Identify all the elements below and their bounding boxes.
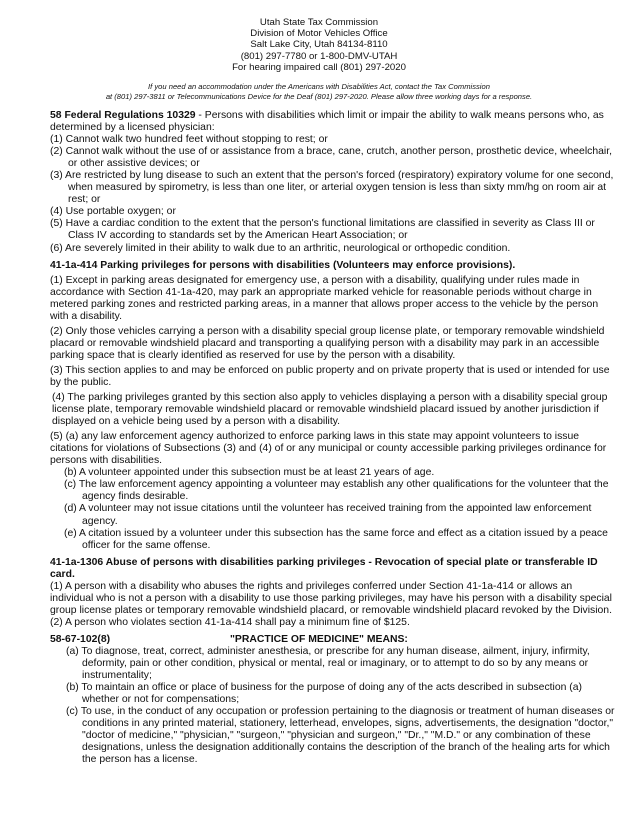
list-item: (6) Are severely limited in their ability to walk due to an arthritic, neurological or orthopedic condition. — [50, 242, 511, 254]
header-line: Salt Lake City, Utah 84134-8110 — [250, 39, 388, 51]
paragraph: (2) A person who violates section 41-1a-414 shall pay a minimum fine of $125. — [50, 616, 410, 628]
paragraph: (1) A person with a disability who abuses the rights and privileges conferred under Section 41-1a-414 or allows an individual who is not a person with a disability to use those parking privileges, may have his person with a disability special group license plates or temporary removable windshield placard, or removable windshield placard revoked by the Division. — [50, 580, 612, 616]
list-item: (1) Cannot walk two hundred feet without stopping to rest; or — [50, 134, 328, 146]
federal-regulations-section — [50, 110, 618, 255]
federal-heading: 58 Federal Regulations 10329 — [50, 110, 196, 121]
document-body — [50, 110, 618, 766]
section-heading: 41-1a-1306 Abuse of persons with disabilities parking privileges - Revocation of special plate or transferable ID card. — [50, 556, 598, 580]
list-item: (a) To diagnose, treat, correct, administer anesthesia, or prescribe for any human disease, ailment, injury, infirmity, deformity, pain or other condition, physical or mental, real or imaginary, or to attempt to do so by any means or instrumentality; — [66, 645, 590, 682]
header-line: For hearing impaired call (801) 297-2020 — [232, 61, 406, 73]
section-41-1a-1306 — [50, 557, 618, 629]
list-item: (d) A volunteer may not issue citations until the volunteer has received training from the appointed law enforcement agency. — [64, 503, 592, 527]
list-item: (e) A citation issued by a volunteer under this subsection has the same force and effect as a citation issued by a peace officer for the same offense. — [64, 527, 608, 551]
paragraph: (1) Except in parking areas designated for emergency use, a person with a disability, qualifying under rules made in accordance with Section 41-1a-420, may park an appropriate marked vehicle for reasonable periods without charge in metered parking zones and restricted parking areas, in a manner that allows proper access to the vehicle by the person with a disability. — [50, 274, 599, 322]
section-heading-row — [50, 634, 618, 646]
list-item: (3) Are restricted by lung disease to such an extent that the person's forced (respiratory) expiratory volume for one second, when measured by spirometry, is less than one liter, or arterial oxygen tension is less than sixty mm/hg on room air at rest; or — [50, 170, 614, 206]
list-item: (c) The law enforcement agency appointing a volunteer may establish any other qualifications for the volunteer that the agency finds desirable. — [64, 479, 609, 503]
section-58-67-102 — [50, 634, 618, 767]
paragraph: (5) (a) any law enforcement agency authorized to enforce parking laws in this state may appoint volunteers to issue citations for violations of Subsections (3) and (4) of or any municipal or county accessible parking privileges ordinance for persons with disabilities. — [50, 431, 607, 467]
paragraph: (4) The parking privileges granted by this section also apply to vehicles displaying a person with a disability special group license plate, temporary removable windshield placard or removable windshield placard issued by another jurisdiction if displayed on a vehicle being used by a person with a disability. — [52, 392, 608, 428]
federal-intro: - Persons with disabilities which limit or impair the ability to walk means persons who, as determined by a licensed physician: — [50, 110, 604, 134]
section-code: 58-67-102(8) — [50, 633, 111, 645]
federal-intro-paragraph — [50, 110, 618, 134]
list-item: (2) Cannot walk without the use of or assistance from a brace, cane, crutch, another person, prosthetic device, wheelchair, or other assistive devices; or — [50, 146, 612, 170]
list-item: (b) To maintain an office or place of business for the purpose of doing any of the acts described in subsection (a) whether or not for compensations; — [66, 682, 582, 706]
list-item: (5) Have a cardiac condition to the extent that the person's functional limitations are classified in severity as Class III or Class IV according to standards set by the American Heart Association; or — [50, 218, 595, 242]
section-heading: 41-1a-414 Parking privileges for persons with disabilities (Volunteers may enforce provisions). — [50, 259, 516, 271]
header-line: Division of Motor Vehicles Office — [250, 28, 388, 40]
paragraph: (3) This section applies to and may be enforced on public property and on private property that is used or intended for use by the public. — [50, 364, 610, 388]
list-item: (4) Use portable oxygen; or — [50, 206, 176, 218]
accommodation-line: at (801) 297-3811 or Telecommunications Device for the Deaf (801) 297-2020. Please allow three working days for a response. — [105, 92, 533, 102]
accommodation-line: If you need an accommodation under the Americans with Disabilities Act, contact the Tax Commission — [148, 82, 490, 91]
header-line: (801) 297-7780 or 1-800-DMV-UTAH — [240, 50, 398, 62]
header-line: Utah State Tax Commission — [259, 17, 379, 28]
agency-header — [0, 17, 638, 73]
list-item: (b) A volunteer appointed under this subsection must be at least 21 years of age. — [64, 467, 435, 479]
section-41-1a-414 — [50, 260, 618, 552]
paragraph: (2) Only those vehicles carrying a person with a disability special group license plate, or temporary removable windshield placard or removable windshield placard and transporting a qualifying person with a disability may park in an accessible parking space that is clearly identified as reserved for use by the person with a disability. — [50, 325, 605, 361]
list-item: (c) To use, in the conduct of any occupation or profession pertaining to the diagnosis or treatment of human diseases or conditions in any printed material, stationery, letterhead, envelopes, signs, advertisements, the designation "doctor," "doctor of medicine," "physician," "surgeon," "physician and surgeon," "Dr.," "M.D." or any combination of these designations, unless the designation additionally contains the description of the branch of the healing arts for which the person has a license. — [66, 706, 615, 766]
section-title: "PRACTICE OF MEDICINE" MEANS: — [230, 633, 408, 645]
accommodation-notice — [0, 82, 638, 102]
